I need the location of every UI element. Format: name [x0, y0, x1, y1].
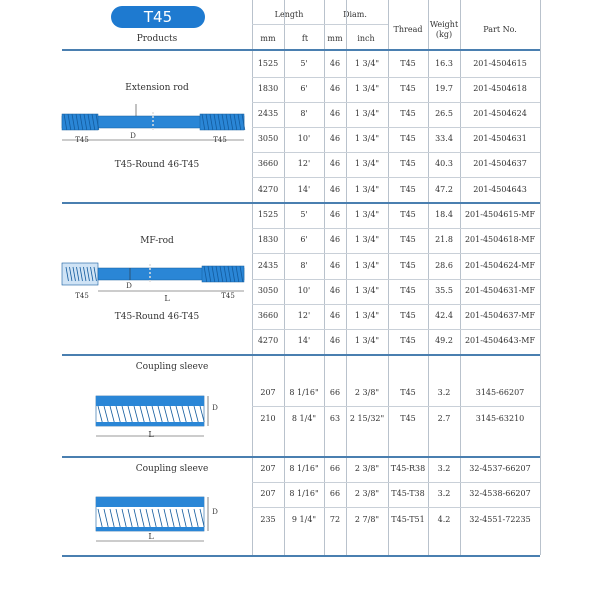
mm2-header: mm [327, 34, 343, 43]
cell-diam-inch: 1 3/4" [354, 235, 380, 244]
cell-length-mm: 1525 [257, 59, 279, 68]
table-rule [252, 0, 253, 555]
cell-length-mm: 3050 [257, 134, 279, 143]
cell-length-mm: 1830 [257, 84, 279, 93]
table-rule [62, 555, 540, 557]
cell-weight: 16.3 [435, 59, 453, 68]
cell-weight: 19.7 [435, 84, 453, 93]
cell-length-mm: 1830 [257, 235, 279, 244]
cell-length-ft: 14' [297, 336, 311, 345]
row-rule [252, 304, 540, 305]
table-rule [62, 456, 540, 458]
weight-unit: (kg) [435, 30, 453, 39]
cell-weight: 4.2 [437, 515, 451, 524]
label-d: D [212, 508, 218, 516]
sleeve-bottom [96, 527, 204, 531]
extension-rod-drawing [62, 100, 252, 155]
cell-length-mm: 2435 [257, 109, 279, 118]
cell-weight: 26.5 [435, 109, 453, 118]
cell-weight: 47.2 [435, 185, 453, 194]
label-t45-left: T45 [75, 136, 89, 144]
cell-diam-mm: 66 [329, 464, 341, 473]
cell-part-no: 201-4504637-MF [464, 311, 536, 320]
cell-part-no: 3145-63210 [475, 414, 525, 423]
label-l: L [148, 532, 154, 541]
cell-thread: T45 [400, 388, 416, 397]
sleeve-top [96, 396, 204, 406]
weight-header: Weight [429, 20, 459, 29]
cell-thread: T45 [400, 84, 416, 93]
cell-diam-inch: 1 3/4" [354, 311, 380, 320]
cell-length-ft: 10' [297, 286, 311, 295]
cell-weight: 40.3 [435, 159, 453, 168]
cell-thread: T45 [400, 311, 416, 320]
cell-length-mm: 235 [260, 515, 276, 524]
cell-diam-inch: 1 3/4" [354, 134, 380, 143]
label-d: D [130, 132, 136, 140]
cell-length-mm: 2435 [257, 261, 279, 270]
mf-rod-title: MF-rod [140, 236, 174, 246]
row-rule [252, 102, 540, 103]
cell-thread: T45-T51 [391, 515, 425, 524]
cell-part-no: 201-4504637 [473, 159, 527, 168]
cell-diam-mm: 46 [329, 134, 341, 143]
cell-part-no: 201-4504624-MF [464, 261, 536, 270]
sleeve-bottom [96, 422, 204, 426]
cell-length-ft: 9 1/4" [291, 515, 317, 524]
cell-length-ft: 10' [297, 134, 311, 143]
cell-thread: T45 [400, 286, 416, 295]
coupling-sleeve-title: Coupling sleeve [135, 362, 209, 372]
cell-part-no: 201-4504631 [473, 134, 527, 143]
cell-diam-inch: 1 3/4" [354, 286, 380, 295]
table-rule [252, 24, 388, 25]
cell-diam-mm: 66 [329, 388, 341, 397]
row-rule [252, 329, 540, 330]
cell-diam-inch: 1 3/4" [354, 159, 380, 168]
mm-header: mm [260, 34, 276, 43]
row-rule [252, 77, 540, 78]
label-l: L [148, 430, 154, 439]
cell-diam-inch: 1 3/4" [354, 59, 380, 68]
cell-length-mm: 1525 [257, 210, 279, 219]
inch-header: inch [357, 34, 375, 43]
cell-weight: 33.4 [435, 134, 453, 143]
mf-rod-caption: T45-Round 46-T45 [114, 312, 200, 322]
label-d: D [126, 282, 132, 290]
cell-length-ft: 8 1/16" [289, 388, 319, 397]
cell-diam-mm: 46 [329, 84, 341, 93]
cell-weight: 42.4 [435, 311, 453, 320]
cell-part-no: 32-4537-66207 [469, 464, 531, 473]
table-rule [540, 0, 541, 555]
cell-diam-mm: 63 [329, 414, 341, 423]
cell-part-no: 201-4504618-MF [464, 235, 536, 244]
table-rule [62, 202, 540, 204]
cell-thread: T45 [400, 235, 416, 244]
cell-length-ft: 8 1/16" [289, 489, 319, 498]
cell-thread: T45-T38 [391, 489, 425, 498]
cell-length-ft: 5' [300, 59, 308, 68]
row-rule [252, 177, 540, 178]
cell-thread: T45 [400, 185, 416, 194]
cell-thread: T45 [400, 134, 416, 143]
row-rule [252, 127, 540, 128]
cell-part-no: 32-4538-66207 [469, 489, 531, 498]
extension-rod-title: Extension rod [125, 83, 189, 93]
cell-length-ft: 12' [297, 159, 311, 168]
cell-part-no: 201-4504643 [473, 185, 527, 194]
cell-part-no: 3145-66207 [475, 388, 525, 397]
cell-weight: 18.4 [435, 210, 453, 219]
extension-rod-caption: T45-Round 46-T45 [114, 160, 200, 170]
cell-length-mm: 3660 [257, 159, 279, 168]
cell-length-ft: 8 1/16" [289, 464, 319, 473]
cell-diam-mm: 46 [329, 286, 341, 295]
cell-weight: 3.2 [437, 464, 451, 473]
series-badge: T45 [111, 6, 205, 28]
cell-weight: 21.8 [435, 235, 453, 244]
cell-length-mm: 207 [260, 464, 276, 473]
cell-length-mm: 3660 [257, 311, 279, 320]
cell-diam-inch: 1 3/4" [354, 185, 380, 194]
cell-part-no: 201-4504615 [473, 59, 527, 68]
label-l: L [164, 294, 170, 303]
cell-diam-inch: 1 3/4" [354, 336, 380, 345]
cell-diam-mm: 66 [329, 489, 341, 498]
part-no-header: Part No. [483, 25, 517, 34]
cell-thread: T45 [400, 59, 416, 68]
cell-thread: T45 [400, 159, 416, 168]
ft-header: ft [301, 34, 309, 43]
cell-thread: T45 [400, 336, 416, 345]
cell-weight: 49.2 [435, 336, 453, 345]
label-t45-left: T45 [75, 292, 89, 300]
cell-part-no: 201-4504631-MF [464, 286, 536, 295]
cell-thread: T45 [400, 210, 416, 219]
cell-diam-inch: 2 3/8" [354, 464, 380, 473]
products-header: Products [136, 34, 178, 44]
cell-weight: 28.6 [435, 261, 453, 270]
row-rule [252, 152, 540, 153]
cell-part-no: 201-4504615-MF [464, 210, 536, 219]
cell-diam-mm: 46 [329, 210, 341, 219]
cell-diam-inch: 1 3/4" [354, 109, 380, 118]
cell-thread: T45 [400, 414, 416, 423]
cell-diam-inch: 1 3/4" [354, 210, 380, 219]
cell-length-mm: 3050 [257, 286, 279, 295]
table-rule [62, 354, 540, 356]
row-rule [252, 507, 540, 508]
cell-length-ft: 14' [297, 185, 311, 194]
cell-length-mm: 207 [260, 388, 276, 397]
cell-length-ft: 8' [300, 109, 308, 118]
row-rule [252, 279, 540, 280]
cell-part-no: 201-4504618 [473, 84, 527, 93]
length-header: Length [274, 10, 304, 19]
cell-diam-mm: 46 [329, 59, 341, 68]
row-rule [252, 482, 540, 483]
row-rule [252, 228, 540, 229]
cell-part-no: 32-4551-72235 [469, 515, 531, 524]
cell-length-ft: 8' [300, 261, 308, 270]
cell-thread: T45-R38 [390, 464, 426, 473]
cell-diam-mm: 46 [329, 159, 341, 168]
cell-length-mm: 4270 [257, 185, 279, 194]
cell-length-ft: 5' [300, 210, 308, 219]
label-t45-right: T45 [213, 136, 227, 144]
cell-weight: 3.2 [437, 388, 451, 397]
cell-weight: 35.5 [435, 286, 453, 295]
cell-diam-mm: 46 [329, 336, 341, 345]
cell-diam-mm: 46 [329, 311, 341, 320]
cell-length-ft: 6' [300, 84, 308, 93]
cell-length-ft: 6' [300, 235, 308, 244]
cell-thread: T45 [400, 261, 416, 270]
cell-weight: 2.7 [437, 414, 451, 423]
thread-header: Thread [393, 25, 423, 34]
cell-diam-inch: 2 3/8" [354, 388, 380, 397]
cell-diam-inch: 2 15/32" [349, 414, 385, 423]
cell-diam-inch: 1 3/4" [354, 84, 380, 93]
cell-diam-inch: 2 3/8" [354, 489, 380, 498]
cell-weight: 3.2 [437, 489, 451, 498]
coupling-sleeve-title-2: Coupling sleeve [135, 464, 209, 474]
cell-length-mm: 207 [260, 489, 276, 498]
label-t45-right: T45 [221, 292, 235, 300]
cell-diam-inch: 2 7/8" [354, 515, 380, 524]
row-rule [252, 406, 540, 407]
cell-diam-mm: 46 [329, 261, 341, 270]
cell-part-no: 201-4504643-MF [464, 336, 536, 345]
row-rule [252, 253, 540, 254]
cell-diam-mm: 72 [329, 515, 341, 524]
cell-length-mm: 4270 [257, 336, 279, 345]
product-table [62, 0, 540, 600]
sleeve-top [96, 497, 204, 507]
cell-diam-inch: 1 3/4" [354, 261, 380, 270]
label-d: D [212, 404, 218, 412]
cell-part-no: 201-4504624 [473, 109, 527, 118]
cell-diam-mm: 46 [329, 235, 341, 244]
cell-diam-mm: 46 [329, 109, 341, 118]
table-rule [62, 49, 540, 51]
cell-length-mm: 210 [260, 414, 276, 423]
cell-thread: T45 [400, 109, 416, 118]
cell-diam-mm: 46 [329, 185, 341, 194]
diam-header: Diam. [343, 10, 367, 19]
cell-length-ft: 12' [297, 311, 311, 320]
cell-length-ft: 8 1/4" [291, 414, 317, 423]
